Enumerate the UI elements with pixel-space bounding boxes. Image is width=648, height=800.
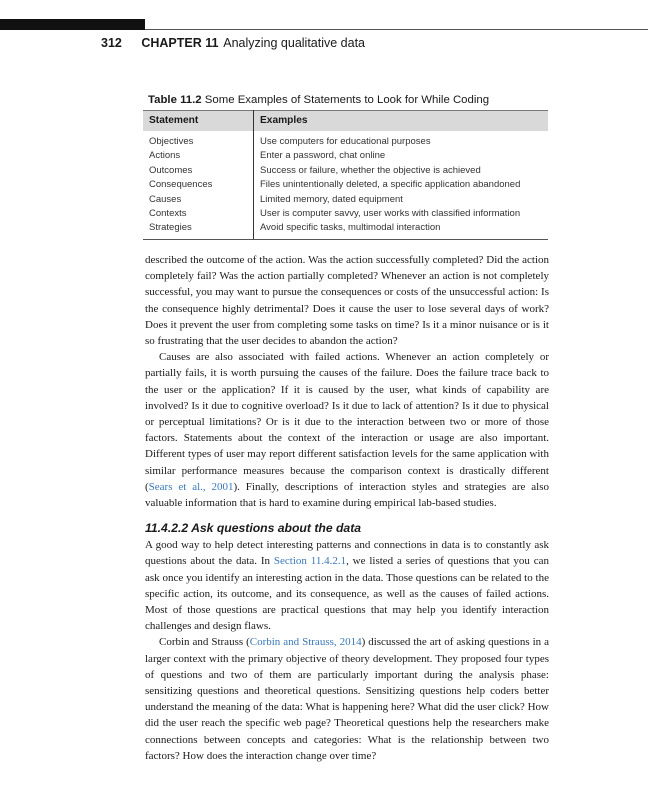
- table-row: [143, 131, 548, 149]
- paragraph-ask-text: A good way to help detect interesting patterns and connections in data is to constantly ask questions about the data. In: [145, 539, 549, 568]
- examples-cell: Success or failure, whether the objective is achieved: [260, 164, 481, 176]
- coding-table: [143, 110, 548, 239]
- statement-cell: Objectives: [143, 131, 254, 149]
- header-rule: [145, 29, 648, 30]
- table-row: [143, 149, 548, 163]
- statement-cell: Causes: [143, 193, 254, 207]
- citation-corbin[interactable]: Corbin and Strauss, 2014: [249, 636, 362, 649]
- running-head: [101, 36, 365, 50]
- statement-cell: Consequences: [143, 178, 254, 192]
- examples-cell: Files unintentionally deleted, a specific application abandoned: [260, 179, 521, 191]
- statement-cell: Strategies: [143, 221, 254, 238]
- table-row: [143, 193, 548, 207]
- section-heading: 11.4.2.2 Ask questions about the data: [145, 521, 362, 536]
- coding-table-wrap: [143, 110, 548, 240]
- body-text: [145, 252, 549, 764]
- statement-cell: Contexts: [143, 207, 254, 221]
- table-caption-label: Table 11.2: [148, 94, 202, 106]
- table-row: [143, 207, 548, 221]
- paragraph-corbin-text: Corbin and Strauss (: [159, 636, 250, 649]
- column-header-statement: Statement: [143, 111, 254, 132]
- table-header-row: [143, 111, 548, 132]
- column-header-examples: Examples: [254, 111, 549, 132]
- table-row: [143, 164, 548, 178]
- page-number: 312: [101, 36, 122, 50]
- table-row: [143, 221, 548, 238]
- paragraph-causes-text: Causes are also associated with failed actions. Whenever an action completely or partially fails, it is worth pursuing the causes of the failure. Does the failure trace back to the user or the application? If it is caused by the user, what kinds of capability are involved? Is it due to cognitive overload? Is it due to lack of attention? Is it due to physical or perceptual limitations? Or is it due to the interaction between two or more of those factors. Statements about the context of the interaction or usage are also important. Different types of user may report different satisfaction levels for the same application with similar performance measures because the comparison context is drastically different (: [145, 351, 549, 493]
- statement-cell: Actions: [143, 149, 254, 163]
- paragraph-corbin-strauss: [145, 634, 549, 764]
- chapter-label: CHAPTER 11: [141, 36, 219, 50]
- paragraph-causes: [145, 349, 549, 511]
- statement-cell: Outcomes: [143, 164, 254, 178]
- examples-cell: Use computers for educational purposes: [260, 136, 431, 147]
- examples-cell: Avoid specific tasks, multimodal interaction: [260, 222, 441, 234]
- paragraph-causes-text-end: ). Finally, descriptions of interaction styles and strategies are also valuable information that is hard to examine during empirical lab-based studies.: [145, 480, 550, 510]
- paragraph-outcome: described the outcome of the action. Was the action successfully completed? Did the action completely fail? Was the action partially completed? Whenever an action is not completely successful, you may want to pursue the consequences or costs of the unsuccessful action: Is the consequence highly detrimental? Does it cause the user to lose several days of work? Does it prevent the user from completing some tasks on time? Is it a minor nuisance or is it so frustrating that the user decides to abandon the action?: [145, 254, 549, 348]
- chapter-title: Analyzing qualitative data: [223, 36, 366, 50]
- paragraph-ask-text-end: , we listed a series of questions that you can ask once you identify an interesting action in the data. Those questions can be related to the specific action, its outcome, and its consequence, as well as the causes of failed actions. Most of those questions are practical questions that may help you identify interaction challenges and design flaws.: [145, 555, 549, 633]
- paragraph-ask-questions: [145, 537, 549, 634]
- table-caption: [148, 94, 489, 106]
- examples-cell: Enter a password, chat online: [260, 150, 386, 162]
- section-link[interactable]: Section 11.4.2.1: [273, 555, 347, 568]
- citation-sears[interactable]: Sears et al., 2001: [148, 480, 234, 493]
- examples-cell: User is computer savvy, user works with classified information: [260, 208, 521, 220]
- paragraph-corbin-text-end: ) discussed the art of asking questions in a larger context with the primary objective of theory development. They proposed four types of questions and two of them are particularly important during the analysis phase: sensitizing questions and theoretical questions. Sensitizing questions help coders better understand the meaning of the data: What is happening here? What did the user click? How did the user reach the specific web page? Theoretical questions help the researchers make connections between concepts and categories: What is the relationship between two factors? How does the interaction change over time?: [145, 636, 549, 762]
- table-row: [143, 178, 548, 192]
- header-bar: [0, 19, 145, 30]
- examples-cell: Limited memory, dated equipment: [260, 193, 403, 205]
- table-caption-text: Some Examples of Statements to Look for While Coding: [204, 94, 490, 106]
